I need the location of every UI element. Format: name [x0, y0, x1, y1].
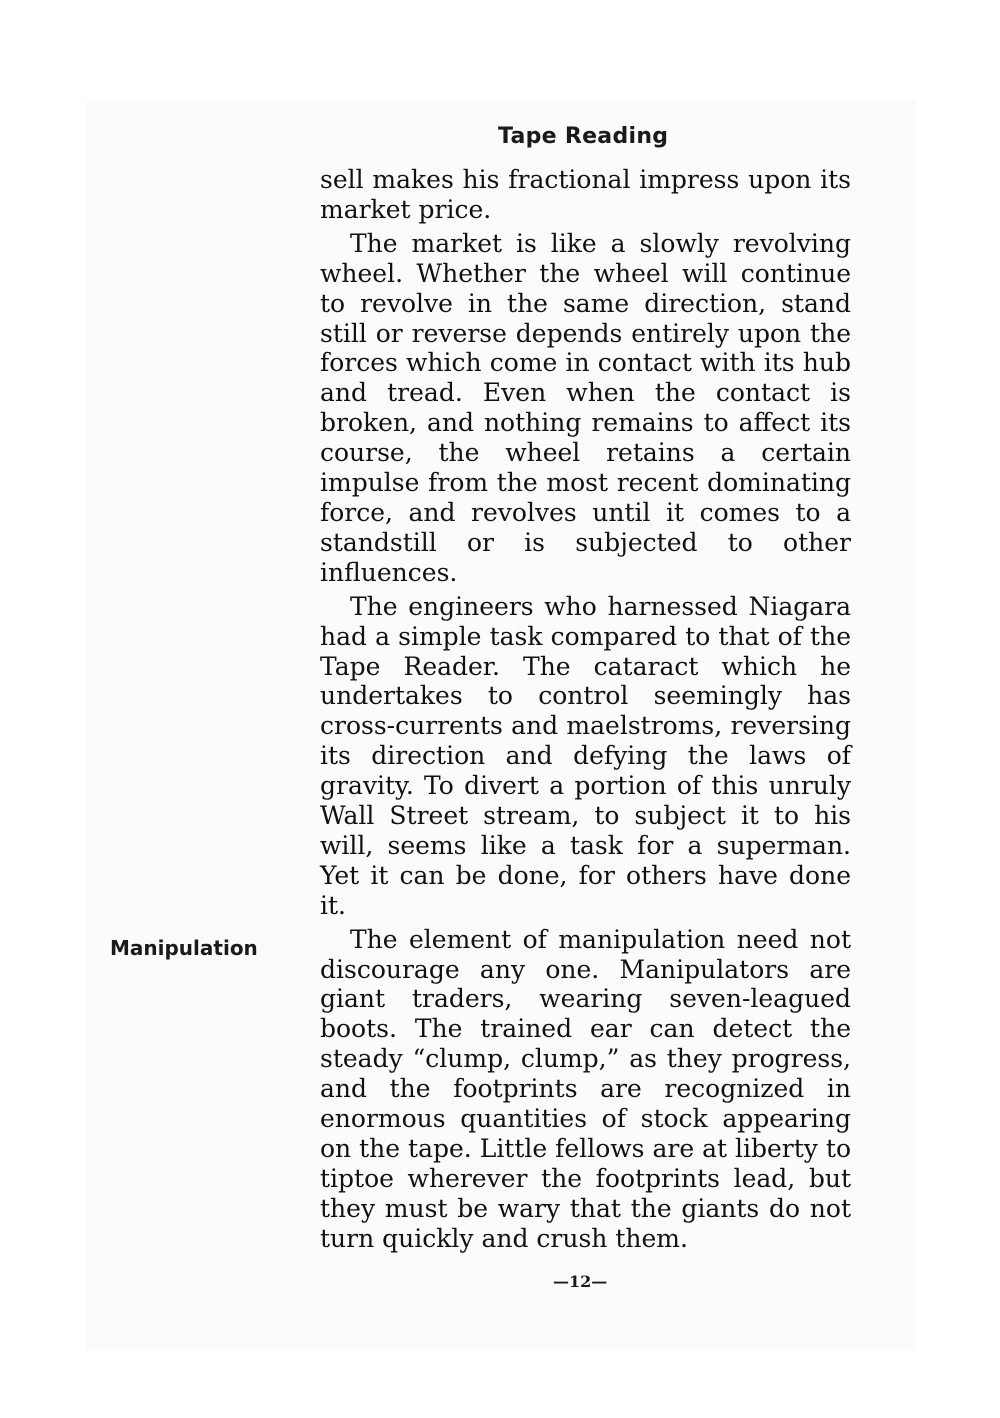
margin-note: Manipulation — [110, 936, 258, 960]
paragraph-continuation: sell makes his fractional impress upon its market price. — [320, 165, 851, 224]
body-text — [320, 165, 851, 1258]
paragraph-wheel: The market is like a slowly revolving wheel. Whether the wheel will continue to revolve in the same direction, stand still or reverse depends entirely upon the forces which come in contact with its hub and tread. Even when the contact is broken, and nothing remains to affect its course, the wheel retains a certain impulse from the most recent dominating force, and revolves until it comes to a standstill or is subjected to other influences. — [320, 228, 851, 587]
running-head: Tape Reading — [498, 124, 669, 149]
paragraph-manipulation: The element of manipulation need not discourage any one. Manipulators are giant traders, wearing seven-leagued boots. The trained ear can detect the steady “clump, clump,” as they progress, and the footprints are recognized in enormous quantities of stock appearing on the tape. Little fellows are at liberty to tiptoe wherever the footprints lead, but they must be wary that the giants do not turn quickly and crush them. — [320, 924, 851, 1253]
page-number: —12— — [553, 1272, 608, 1291]
paragraph-niagara: The engineers who harnessed Niagara had a simple task compared to that of the Tape Reader. The cataract which he undertakes to control seemingly has cross-currents and maelstroms, reversing its direction and defying the laws of gravity. To divert a portion of this unruly Wall Street stream, to subject it to his will, seems like a task for a superman. Yet it can be done, for others have done it. — [320, 591, 851, 920]
